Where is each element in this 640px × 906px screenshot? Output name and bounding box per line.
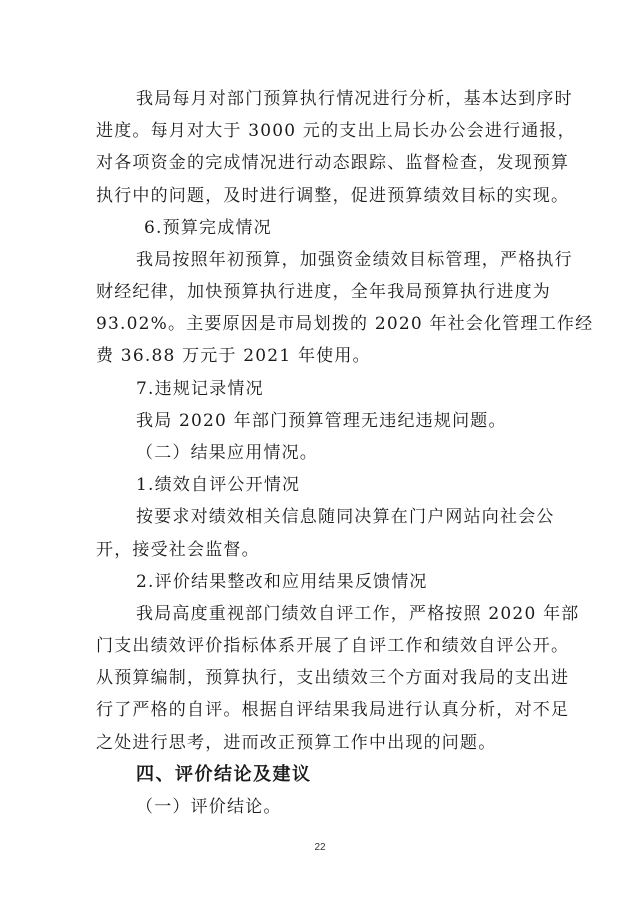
paragraph-line-15: 行了严格的自评。根据自评结果我局进行认真分析，对不足 — [96, 700, 570, 720]
paragraph-line-8: 费 36.88 万元于 2021 年使用。 — [96, 346, 371, 366]
paragraph-line-4: 执行中的问题，及时进行调整，促进预算绩效目标的实现。 — [96, 186, 570, 206]
paragraph-line-5: 我局按照年初预算，加强资金绩效目标管理，严格执行 — [136, 250, 573, 270]
paragraph-line-12: 我局高度重视部门绩效自评工作，严格按照 2020 年部 — [136, 604, 580, 624]
paragraph-line-2: 进度。每月对大于 3000 元的支出上局长办公会进行通报， — [96, 121, 576, 141]
paragraph-line-6: 财经纪律，加快预算执行进度，全年我局预算执行进度为 — [96, 282, 551, 302]
paragraph-line-11: 开，接受社会监督。 — [96, 540, 260, 560]
section-title-budget-completion: 6.预算完成情况 — [144, 218, 272, 238]
section-title-disclosure: 1.绩效自评公开情况 — [136, 475, 301, 495]
paragraph-line-13: 门支出绩效评价指标体系开展了自评工作和绩效自评公开。 — [96, 636, 570, 656]
paragraph-line-7: 93.02%。主要原因是市局划拨的 2020 年社会化管理工作经 — [96, 314, 594, 334]
section-title-violations: 7.违规记录情况 — [136, 379, 264, 399]
section-title-results-application: （二）结果应用情况。 — [136, 443, 318, 463]
page-number: 22 — [314, 842, 326, 853]
chapter-heading-conclusion: 四、评价结论及建议 — [136, 764, 312, 785]
paragraph-line-14: 从预算编制，预算执行，支出绩效三个方面对我局的支出进 — [96, 668, 570, 688]
section-title-conclusion: （一）评价结论。 — [136, 797, 282, 817]
paragraph-line-16: 之处进行思考，进而改正预算工作中出现的问题。 — [96, 733, 497, 753]
paragraph-line-10: 按要求对绩效相关信息随同决算在门户网站向社会公 — [136, 507, 555, 527]
paragraph-line-1: 我局每月对部门预算执行情况进行分析，基本达到序时 — [136, 89, 573, 109]
paragraph-line-9: 我局 2020 年部门预算管理无违纪违规问题。 — [136, 411, 507, 431]
section-title-rectification: 2.评价结果整改和应用结果反馈情况 — [136, 572, 428, 592]
paragraph-line-3: 对各项资金的完成情况进行动态跟踪、监督检查，发现预算 — [96, 153, 570, 173]
